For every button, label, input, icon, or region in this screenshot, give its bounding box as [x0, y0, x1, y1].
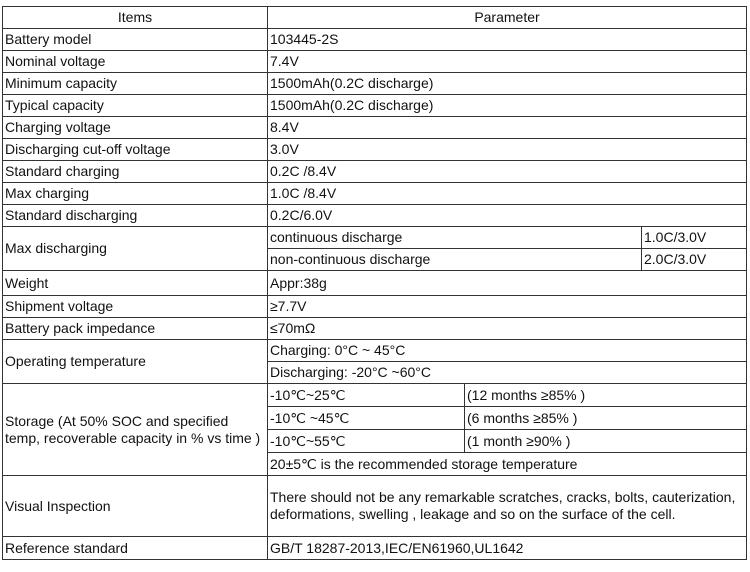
battery-spec-table [2, 6, 747, 560]
weight-value: Appr:38g [268, 271, 747, 296]
table-row [3, 537, 747, 560]
storage-recommended: 20±5℃ is the recommended storage temperature [268, 453, 747, 476]
table-row [3, 205, 747, 227]
max-charging-label: Max charging [3, 183, 268, 205]
storage-retention: (1 month ≥90% ) [465, 430, 747, 453]
visual-inspection-value: There should not be any remarkable scratches, cracks, bolts, cauterization, deformations, swelling , leakage and so on the surface of the cell. [268, 476, 747, 537]
table-row [3, 95, 747, 117]
nominal-voltage-value: 7.4V [268, 51, 747, 73]
minimum-capacity-value: 1500mAh(0.2C discharge) [268, 73, 747, 95]
operating-charging-value: Charging: 0°C ~ 45°C [268, 340, 747, 362]
table-row [3, 384, 747, 407]
visual-inspection-label: Visual Inspection [3, 476, 268, 537]
table-row [3, 271, 747, 296]
table-row [3, 227, 747, 249]
noncontinuous-discharge-value: 2.0C/3.0V [642, 249, 747, 271]
operating-discharging-value: Discharging: -20°C ~60°C [268, 362, 747, 384]
discharging-cutoff-label: Discharging cut-off voltage [3, 139, 268, 161]
shipment-voltage-label: Shipment voltage [3, 296, 268, 318]
parameter-header: Parameter [268, 7, 747, 29]
table-row [3, 318, 747, 340]
table-row [3, 51, 747, 73]
storage-temp: -10℃ ~45℃ [268, 407, 465, 430]
table-row [3, 139, 747, 161]
minimum-capacity-label: Minimum capacity [3, 73, 268, 95]
nominal-voltage-label: Nominal voltage [3, 51, 268, 73]
noncontinuous-discharge-label: non-continuous discharge [268, 249, 642, 271]
battery-model-label: Battery model [3, 29, 268, 51]
operating-temperature-label: Operating temperature [3, 340, 268, 384]
charging-voltage-value: 8.4V [268, 117, 747, 139]
table-row [3, 296, 747, 318]
storage-label: Storage (At 50% SOC and specified temp, recoverable capacity in % vs time ) [3, 384, 268, 476]
items-header: Items [3, 7, 268, 29]
table-row [3, 340, 747, 362]
storage-retention: (6 months ≥85% ) [465, 407, 747, 430]
shipment-voltage-value: ≥7.7V [268, 296, 747, 318]
table-row [3, 73, 747, 95]
charging-voltage-label: Charging voltage [3, 117, 268, 139]
standard-charging-value: 0.2C /8.4V [268, 161, 747, 183]
discharging-cutoff-value: 3.0V [268, 139, 747, 161]
max-discharging-label: Max discharging [3, 227, 268, 271]
reference-standard-label: Reference standard [3, 537, 268, 560]
impedance-value: ≤70mΩ [268, 318, 747, 340]
typical-capacity-label: Typical capacity [3, 95, 268, 117]
max-charging-value: 1.0C /8.4V [268, 183, 747, 205]
header-row [3, 7, 747, 29]
standard-discharging-label: Standard discharging [3, 205, 268, 227]
typical-capacity-value: 1500mAh(0.2C discharge) [268, 95, 747, 117]
storage-temp: -10℃~25℃ [268, 384, 465, 407]
continuous-discharge-label: continuous discharge [268, 227, 642, 249]
table-row [3, 161, 747, 183]
table-row [3, 29, 747, 51]
impedance-label: Battery pack impedance [3, 318, 268, 340]
storage-retention: (12 months ≥85% ) [465, 384, 747, 407]
table-row [3, 183, 747, 205]
reference-standard-value: GB/T 18287-2013,IEC/EN61960,UL1642 [268, 537, 747, 560]
storage-temp: -10℃~55℃ [268, 430, 465, 453]
standard-discharging-value: 0.2C/6.0V [268, 205, 747, 227]
table-row [3, 476, 747, 537]
battery-model-value: 103445-2S [268, 29, 747, 51]
weight-label: Weight [3, 271, 268, 296]
continuous-discharge-value: 1.0C/3.0V [642, 227, 747, 249]
standard-charging-label: Standard charging [3, 161, 268, 183]
table-row [3, 117, 747, 139]
